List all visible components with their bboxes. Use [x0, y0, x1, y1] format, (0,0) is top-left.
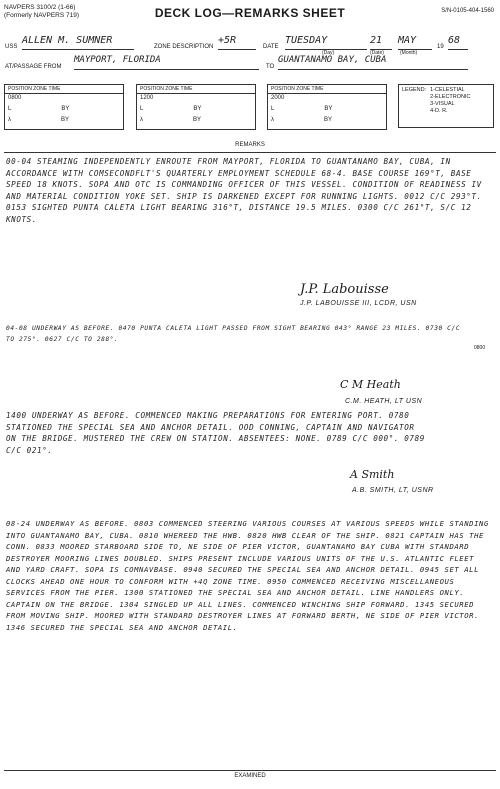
remarks-divider: [4, 152, 496, 153]
examined-divider: [4, 770, 496, 771]
position-longitude-row[interactable]: λ BY: [8, 117, 70, 123]
legend-item: 1-CELESTIAL: [430, 87, 465, 93]
position-box-1200: [136, 84, 256, 130]
zone-field[interactable]: +5R: [218, 35, 256, 50]
examined-label: EXAMINED: [234, 773, 266, 779]
date-field[interactable]: 21: [370, 35, 392, 50]
remarks-heading: REMARKS: [235, 142, 265, 148]
log-entry-08-24: 08-24 UNDERWAY AS BEFORE. 0803 COMMENCED STEERING VARIOUS COURSES AT VARIOUS SPEEDS WHILE STANDING INTO GUANTANAMO BAY, CUBA. 0810 WHEREED THE HWB. 0820 HWB CLEAR OF THE SHIP. 0821 CAPTAIN HAS THE CONN. 0833 MOORED STARBOARD SIDE TO, NE SIDE OF PIER VICTOR, GUANTANAMO BAY CUBA WITH STANDARD DESTROYER MOORING LINES DOUBLED. SHIPS PRESENT INCLUDE VARIOUS UNITS OF THE U.S. ATLANTIC FLEET AND YARD CRAFT. SOPA IS COMNAVBASE. 0940 SECURED THE SPECIAL SEA AND ANCHOR DETAIL. 0945 SET ALL CLOCKS AHEAD ONE HOUR TO CONFORM WITH +4Q ZONE TIME. 0950 COMMENCED RECEIVING MISCELLANEOUS SERVICES FROM THE PIER. 1300 STATIONED THE SPECIAL SEA AND ANCHOR DETAIL. LINE HANDLERS ONLY. CAPTAIN ON THE BRIDGE. 1304 SINGLED UP ALL LINES. COMMENCED WINCHING SHIP FORWARD. 1345 SECURED FROM MOVING SHIP. MOORED WITH STANDARD DESTROYER LINES AT FORWARD BERTH, NE SIDE OF PIER VICTOR. 1346 SECURED THE SPECIAL SEA AND ANCHOR DETAIL.: [6, 519, 489, 632]
position-latitude-row[interactable]: L BY: [271, 106, 333, 112]
passage-label: AT/PASSAGE FROM: [5, 64, 62, 70]
position-time[interactable]: 1200: [140, 95, 154, 101]
month-sub: (Month): [400, 50, 418, 56]
position-latitude-row[interactable]: L BY: [140, 106, 202, 112]
day-sub: (Day): [322, 50, 335, 56]
position-time[interactable]: 0800: [8, 95, 22, 101]
legend-item: 3-VISUAL: [430, 101, 455, 107]
ship-name-field[interactable]: ALLEN M. SUMNER: [22, 35, 134, 50]
position-time[interactable]: 2000: [271, 95, 285, 101]
legend-item: 2-ELECTRONIC: [430, 94, 471, 100]
month-field[interactable]: MAY: [398, 35, 432, 50]
to-label: TO: [266, 64, 275, 70]
zone-label: ZONE DESCRIPTION: [154, 44, 214, 50]
signer-name: A.B. SMITH, LT, USNR: [352, 487, 434, 494]
date-label: DATE: [263, 44, 279, 50]
uss-label: USS: [5, 44, 18, 50]
stock-number: S/N-0105-404-1560: [441, 8, 494, 14]
legend-box: [398, 84, 494, 128]
signature-heath: C M Heath: [340, 378, 401, 391]
signer-name: C.M. HEATH, LT USN: [345, 398, 423, 405]
log-entry-04-08: 04-08 UNDERWAY AS BEFORE. 0470 PUNTA CALETA LIGHT PASSED FROM SIGHT BEARING 043° RANGE 23 MILES. 0730 C/C TO 275°. 0627 C/C TO 288°.: [6, 325, 461, 343]
date-sub: (Date): [370, 50, 384, 56]
position-box-2000: [267, 84, 387, 130]
position-longitude-row[interactable]: λ BY: [140, 117, 202, 123]
signature-labouisse: J.P. Labouisse: [300, 282, 389, 297]
margin-note: 0800: [474, 345, 486, 351]
position-box-header: POSITION ZONE TIME: [268, 85, 386, 94]
day-field[interactable]: TUESDAY: [285, 35, 367, 50]
signer-name: J.P. LABOUISSE III, LCDR, USN: [300, 300, 417, 307]
year-prefix: 19: [437, 44, 444, 50]
from-field[interactable]: MAYPORT, FLORIDA: [74, 55, 259, 70]
legend-label: LEGEND:: [402, 87, 427, 93]
position-latitude-row[interactable]: L BY: [8, 106, 70, 112]
legend-item: 4-D. R.: [430, 108, 448, 114]
position-box-header: POSITION ZONE TIME: [5, 85, 123, 94]
signature-smith: A Smith: [350, 468, 395, 481]
year-field[interactable]: 68: [448, 35, 468, 50]
to-field[interactable]: GUANTANAMO BAY, CUBA: [278, 55, 468, 70]
position-longitude-row[interactable]: λ BY: [271, 117, 333, 123]
log-entry-00-04: 00-04 STEAMING INDEPENDENTLY ENROUTE FROM MAYPORT, FLORIDA TO GUANTANAMO BAY, CUBA, IN ACCORDANCE WITH COMSECONDFLT'S QUARTERLY EMPLOYMENT SCHEDULE 68-4. BASE COURSE 169°T, BASE SPEED 18 KNOTS. SOPA AND OTC IS COMMANDING OFFICER OF THIS VESSEL. CONDITION OF READINESS IV AND MATERIAL CONDITION YOKE SET. SHIP IS DARKENED EXCEPT FOR RUNNING LIGHTS. 0012 C/C 293°T. 0153 SIGHTED PUNTA CALETA LIGHT BEARING 316°T, DISTANCE 19.5 MILES. 0300 C/C 261°T, S/C 12 KNOTS.: [6, 157, 482, 224]
position-box-header: POSITION ZONE TIME: [137, 85, 255, 94]
page-title: DECK LOG—REMARKS SHEET: [154, 6, 346, 20]
form-id: NAVPERS 3100/2 (1-66) (Formerly NAVPERS 719): [4, 4, 80, 19]
log-entry-1400: 1400 UNDERWAY AS BEFORE. COMMENCED MAKING PREPARATIONS FOR ENTERING PORT. 0780 STATIONED THE SPECIAL SEA AND ANCHOR DETAIL. OOD CONNING, CAPTAIN AND NAVIGATOR ON THE BRIDGE. MUSTERED THE CREW ON STATION. ABSENTEES: NONE. 0789 C/C 000°. 0789 C/C 021°.: [6, 411, 425, 455]
position-box-0800: [4, 84, 124, 130]
